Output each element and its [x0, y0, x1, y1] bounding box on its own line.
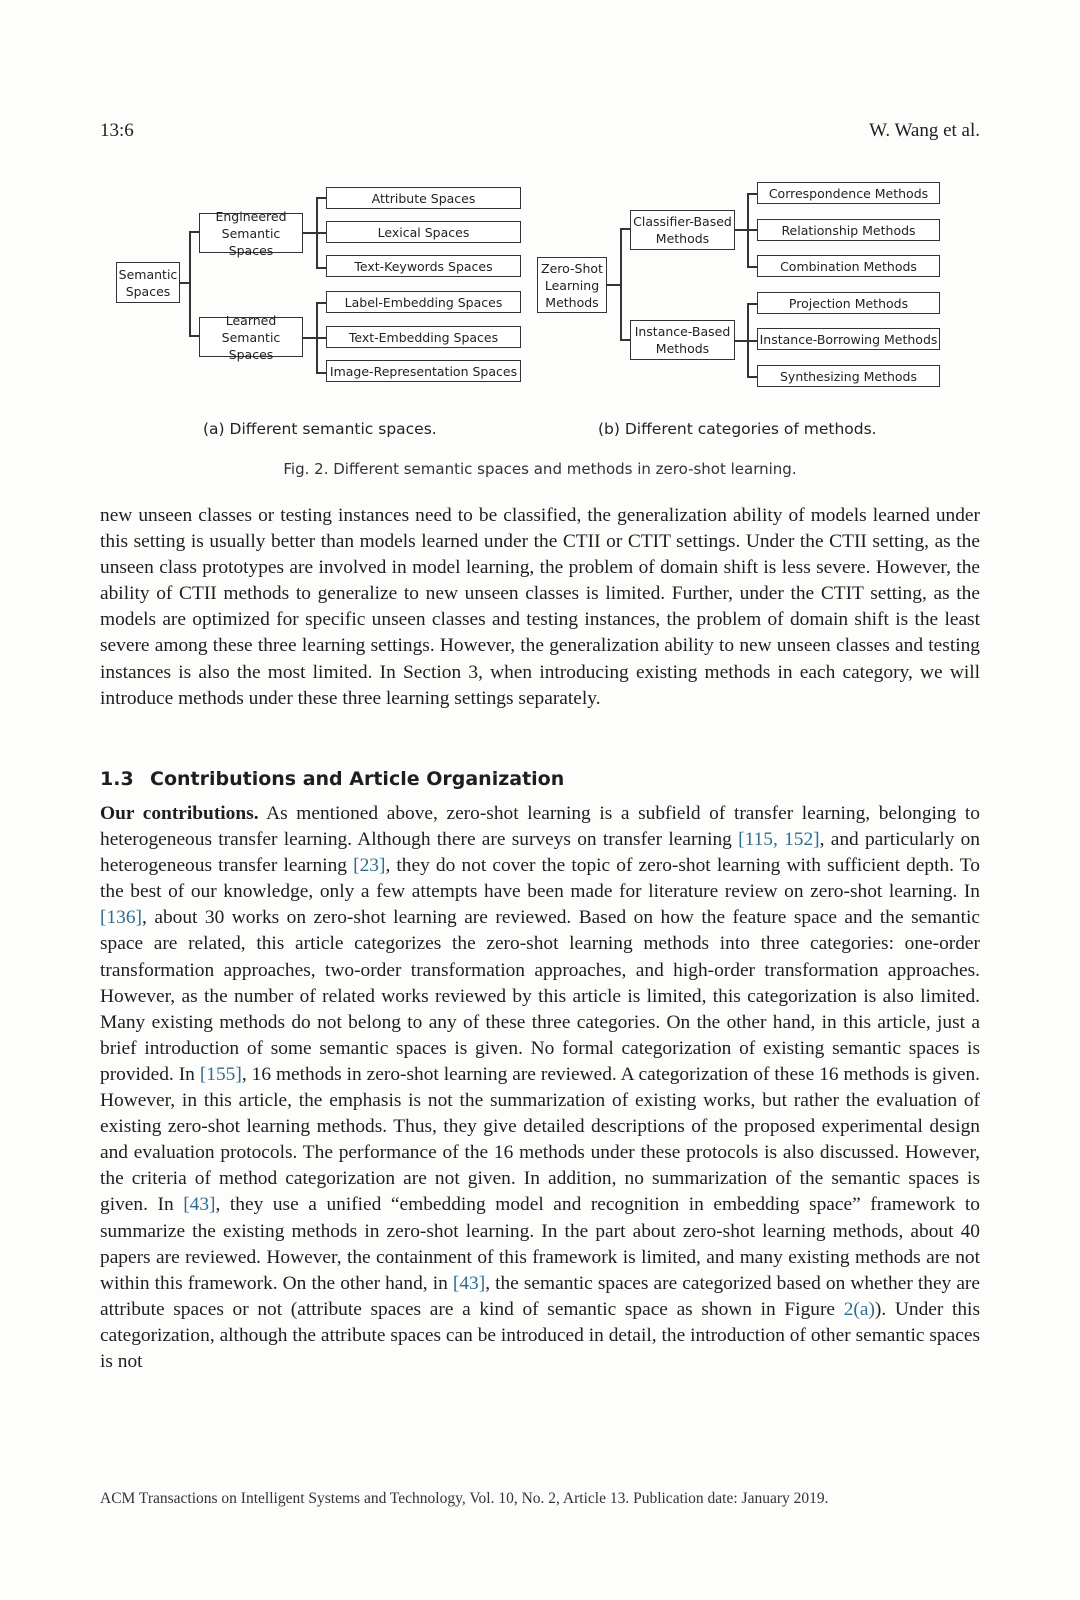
paragraph-1: new unseen classes or testing instances need to be classified, the generalization ability of models learned under this setting is usually better than models learned under the CTII or CTIT settings. Under the CTII setting, as the unseen class prototypes are involved in model learning, the problem of domain shift is less severe. However, the ability of CTII methods to generalize to new unseen classes is limited. Further, under the CTIT setting, as the models are optimized for specific unseen classes and testing instances, the problem of domain shift is the least severe among these three learning settings. However, the generalization ability to new unseen classes and testing instances is also the most limited. In Section 3, when introducing existing methods in each category, we will introduce methods under these three learning settings separately. — [100, 505, 980, 709]
citation-link[interactable]: [43] — [183, 1194, 216, 1216]
leaf-instance-borrowing-methods: Instance-Borrowing Methods — [757, 328, 940, 350]
leaf-attribute-spaces: Attribute Spaces — [326, 187, 521, 209]
leaf-label-embedding-spaces: Label-Embedding Spaces — [326, 291, 521, 313]
paragraph-2: Our contributions. As mentioned above, zero-shot learning is a subfield of transfer learning, belonging to heterogeneous transfer learning. Although there are surveys on transfer learning [115, 152], and particularly on heterogeneous transfer learning [23], they do not cover the topic of zero-shot learning with sufficient depth. To the best of our knowledge, only a few attempts have been made for literature review on zero-shot learning. In [136], about 30 works on zero-shot learning are reviewed. Based on how the feature space and the semantic space are related, this article categorizes the zero-shot learning methods into three categories: one-order transformation approaches, two-order transformation approaches, and high-order transformation approaches. However, as the number of related works reviewed by this article is limited, this categorization is also limited. Many existing methods do not belong to any of these three categories. On the other hand, in this article, just a brief introduction of some semantic spaces is given. No formal categorization of existing semantic spaces is provided. In [155], 16 methods in zero-shot learning are reviewed. A categorization of these 16 methods is given. However, in this article, the emphasis is not the summarization of existing works, but rather the evaluation of existing zero-shot learning methods. Thus, they give detailed descriptions of the proposed experimental design and evaluation protocols. The performance of the 16 methods under these protocols is also discussed. However, the criteria of method categorization are not given. In addition, no summarization of the semantic spaces is given. In [43], they use a unified “embedding model and recognition in embedding space” framework to summarize the existing methods in zero-shot learning. In the part about zero-shot learning methods, about 40 papers are reviewed. However, the containment of this framework is limited, and many existing methods are not within this framework. On the other hand, in [43], the semantic spaces are categorized based on whether they are attribute spaces or not (attribute spaces are a kind of semantic space as shown in Figure 2(a)). Under this categorization, although the attribute spaces can be introduced in detail, the introduction of other semantic spaces is not — [100, 803, 981, 1372]
figure-2 — [100, 180, 980, 410]
citation-link[interactable]: [136] — [100, 907, 143, 929]
page-number: 13:6 — [100, 120, 134, 141]
node-learned-semantic-spaces: Learned Semantic Spaces — [199, 317, 303, 357]
leaf-text-keywords-spaces: Text-Keywords Spaces — [326, 255, 521, 277]
node-classifier-based-methods: Classifier-Based Methods — [630, 210, 735, 250]
paragraph-lead: Our contributions. — [100, 803, 259, 824]
page-footer: ACM Transactions on Intelligent Systems and Technology, Vol. 10, No. 2, Article 13. Publication date: January 2019. — [100, 1490, 829, 1507]
figure-caption: Fig. 2. Different semantic spaces and methods in zero-shot learning. — [283, 460, 797, 478]
leaf-text-embedding-spaces: Text-Embedding Spaces — [326, 326, 521, 348]
leaf-correspondence-methods: Correspondence Methods — [757, 182, 940, 204]
subcaption-a: (a) Different semantic spaces. — [203, 420, 437, 438]
running-header — [100, 120, 980, 148]
node-engineered-semantic-spaces: Engineered Semantic Spaces — [199, 213, 303, 253]
citation-link[interactable]: [155] — [199, 1063, 242, 1085]
figure-reference-link[interactable]: 2(a) — [843, 1298, 875, 1320]
leaf-combination-methods: Combination Methods — [757, 255, 940, 277]
running-authors: W. Wang et al. — [869, 120, 980, 141]
citation-link[interactable]: [43] — [452, 1272, 486, 1294]
section-number: 1.3 — [100, 768, 134, 790]
leaf-image-representation-spaces: Image-Representation Spaces — [326, 360, 521, 382]
citation-link[interactable]: [23] — [353, 855, 386, 877]
leaf-synthesizing-methods: Synthesizing Methods — [757, 365, 940, 387]
node-zero-shot-learning-methods: Zero-Shot Learning Methods — [537, 257, 607, 313]
leaf-projection-methods: Projection Methods — [757, 292, 940, 314]
leaf-lexical-spaces: Lexical Spaces — [326, 221, 521, 243]
citation-link[interactable]: [115, 152] — [738, 829, 820, 851]
subcaption-b: (b) Different categories of methods. — [598, 420, 877, 438]
node-semantic-spaces: Semantic Spaces — [116, 262, 180, 303]
node-instance-based-methods: Instance-Based Methods — [630, 320, 735, 360]
section-title: Contributions and Article Organization — [150, 768, 565, 790]
leaf-relationship-methods: Relationship Methods — [757, 219, 940, 241]
section-heading — [100, 768, 564, 790]
